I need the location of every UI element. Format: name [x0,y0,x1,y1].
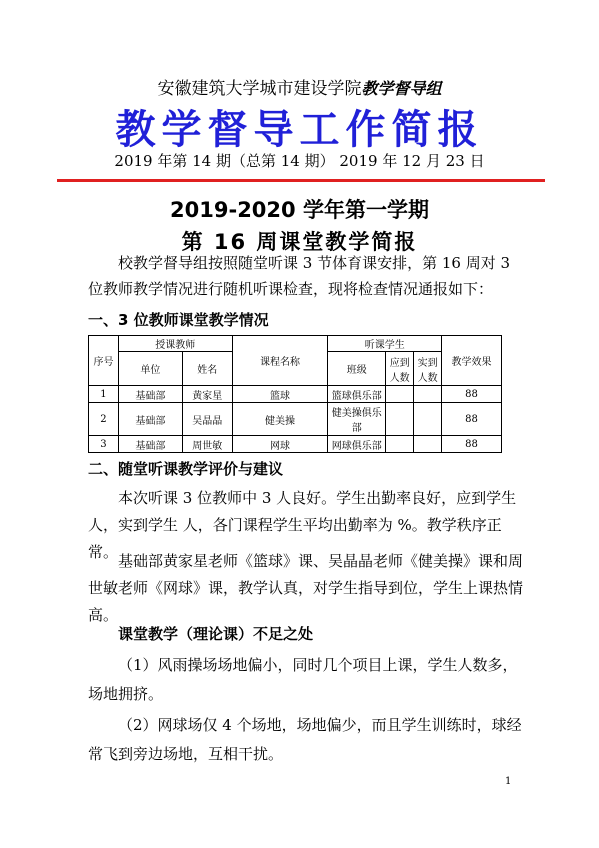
header-class: 班级 [328,352,386,386]
intro-paragraph: 校教学督导组按照随堂听课 3 节体育课安排，第 16 周对 3 位教师教学情况进行随机听课检查，现将检查情况通报如下： [88,254,511,298]
section-heading-2: 二、随堂听课教学评价与建议 [88,460,284,478]
cell-class: 篮球俱乐部 [328,386,386,403]
cell-actual [414,386,442,403]
cell-expected [386,403,414,436]
issue-line: 2019 年第 14 期（总第 14 期） 2019 年 12 月 23 日 [114,152,485,170]
cell-course: 篮球 [232,386,328,403]
cell-course: 网球 [232,436,328,453]
cell-unit: 基础部 [118,436,182,453]
cell-effect: 88 [442,403,502,436]
issue-item-1: （1）风雨操场场地偏小，同时几个项目上课，学生人数多，场地拥挤。 [88,656,518,703]
term-title: 2019-2020 学年第一学期 [170,198,429,222]
cell-name: 周世敏 [182,436,232,453]
header-divider [57,179,545,182]
header-course: 课程名称 [232,336,328,386]
cell-seq: 3 [89,436,119,453]
cell-effect: 88 [442,436,502,453]
cell-course: 健美操 [232,403,328,436]
cell-actual [414,436,442,453]
cell-class: 网球俱乐部 [328,436,386,453]
table-row [89,386,502,403]
praise-paragraph: 基础部黄家星老师《篮球》课、吴晶晶老师《健美操》课和周世敏老师《网球》课，教学认真，对学生指导到位，学生上课热情高。 [88,552,524,624]
bulletin-title: 教学督导工作简报 [115,106,484,153]
cell-seq: 2 [89,403,119,436]
page-number: 1 [505,776,512,787]
header-name: 姓名 [182,352,232,386]
teaching-table [88,335,502,453]
week-title: 第 16 周课堂教学简报 [181,230,418,254]
header-actual: 实到人数 [414,352,442,386]
table-row [89,436,502,453]
header-teacher: 授课教师 [118,336,232,352]
attendance-paragraph: 本次听课 3 位教师中 3 人良好。学生出勤率良好，应到学生 人，实到学生 人，各门课程学生平均出勤率为 %。教学秩序正常。 [88,489,517,561]
table-row [89,403,502,436]
cell-expected [386,386,414,403]
header-seq: 序号 [89,336,119,386]
org-name: 安徽建筑大学城市建设学院 [157,79,362,99]
org-suffix: 教学督导组 [361,79,442,98]
cell-unit: 基础部 [118,403,182,436]
shortcomings-heading: 课堂教学（理论课）不足之处 [118,625,314,643]
header-expected: 应到人数 [386,352,414,386]
header-students: 听课学生 [328,336,442,352]
section-heading-1: 一、3 位教师课堂教学情况 [88,311,269,329]
issue-item-2: （2）网球场仅 4 个场地，场地偏少，而且学生训练时，球经常飞到旁边场地，互相干扰。 [88,716,522,763]
cell-class: 健美操俱乐部 [328,403,386,436]
cell-seq: 1 [89,386,119,403]
header-unit: 单位 [118,352,182,386]
cell-name: 吴晶晶 [182,403,232,436]
cell-expected [386,436,414,453]
cell-name: 黄家星 [182,386,232,403]
cell-effect: 88 [442,386,502,403]
header-org [0,74,599,99]
cell-actual [414,403,442,436]
cell-unit: 基础部 [118,386,182,403]
header-effect: 教学效果 [442,336,502,386]
